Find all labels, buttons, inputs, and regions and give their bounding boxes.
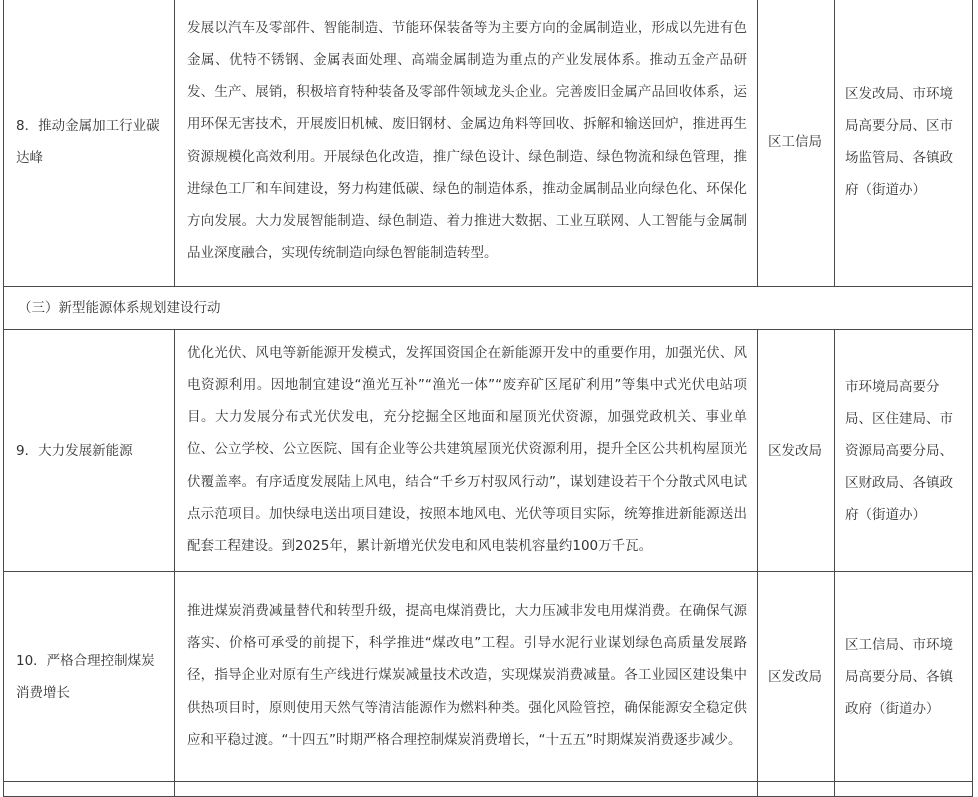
section-heading: （三）新型能源体系规划建设行动 <box>4 287 973 330</box>
lead-department: 区发改局 <box>758 572 835 782</box>
lead-department: 区发改局 <box>758 330 835 572</box>
partner-departments: 区发改局、市环境局高要分局、区市场监管局、各镇政府（街道办） <box>835 0 973 287</box>
item-content: 发展以汽车及零部件、智能制造、节能环保装备等为主要方向的金属制造业，形成以先进有色金属、优特不锈钢、金属表面处理、高端金属制造为重点的产业发展体系。推动五金产品研发、生产、展销，积极培育特种装备及零部件领域龙头企业。完善废旧金属产品回收体系，运用环保无害技术，开展废旧机械、废旧钢材、金属边角料等回收、拆解和输送回炉，推进再生资源规模化高效利用。开展绿色化改造，推广绿色设计、绿色制造、绿色物流和绿色管理，推进绿色工厂和车间建设，努力构建低碳、绿色的制造体系，推动金属制品业向绿色化、环保化方向发展。大力发展智能制造、绿色制造、着力推进大数据、工业互联网、人工智能与金属制品业深度融合，实现传统制造向绿色智能制造转型。 <box>175 0 758 287</box>
empty-cell <box>175 782 758 797</box>
lead-department: 区工信局 <box>758 0 835 287</box>
item-title: 8．推动金属加工行业碳达峰 <box>4 0 175 287</box>
item-content: 推进煤炭消费减量替代和转型升级，提高电煤消费比，大力压减非发电用煤消费。在确保气源落实、价格可承受的前提下，科学推进“煤改电”工程。引导水泥行业谋划绿色高质量发展路径，指导企业对原有生产线进行煤炭减量技术改造，实现煤炭消费减量。各工业园区建设集中供热项目时，原则使用天然气等清洁能源作为燃料种类。强化风险管控，确保能源安全稳定供应和平稳过渡。“十四五”时期严格合理控制煤炭消费增长，“十五五”时期煤炭消费逐步减少。 <box>175 572 758 782</box>
section-row <box>4 287 973 330</box>
empty-cell <box>4 782 175 797</box>
empty-cell <box>835 782 973 797</box>
partner-departments: 区工信局、市环境局高要分局、各镇政府（街道办） <box>835 572 973 782</box>
empty-cell <box>758 782 835 797</box>
table-row <box>4 572 973 782</box>
item-title: 9．大力发展新能源 <box>4 330 175 572</box>
table-row <box>4 782 973 797</box>
measures-table <box>3 0 973 797</box>
partner-departments: 市环境局高要分局、区住建局、市资源局高要分局、区财政局、各镇政府（街道办） <box>835 330 973 572</box>
table-row <box>4 0 973 287</box>
item-content: 优化光伏、风电等新能源开发模式，发挥国资国企在新能源开发中的重要作用，加强光伏、风电资源利用。因地制宜建设“渔光互补”“渔光一体”“废弃矿区尾矿利用”等集中式光伏电站项目。大力发展分布式光伏发电，充分挖掘全区地面和屋顶光伏资源，加强党政机关、事业单位、公立学校、公立医院、国有企业等公共建筑屋顶光伏资源利用，提升全区公共机构屋顶光伏覆盖率。有序适度发展陆上风电，结合“千乡万村驭风行动”，谋划建设若干个分散式风电试点示范项目。加快绿电送出项目建设，按照本地风电、光伏等项目实际，统筹推进新能源送出配套工程建设。到2025年，累计新增光伏发电和风电装机容量约100万千瓦。 <box>175 330 758 572</box>
table-row <box>4 330 973 572</box>
item-title: 10．严格合理控制煤炭消费增长 <box>4 572 175 782</box>
